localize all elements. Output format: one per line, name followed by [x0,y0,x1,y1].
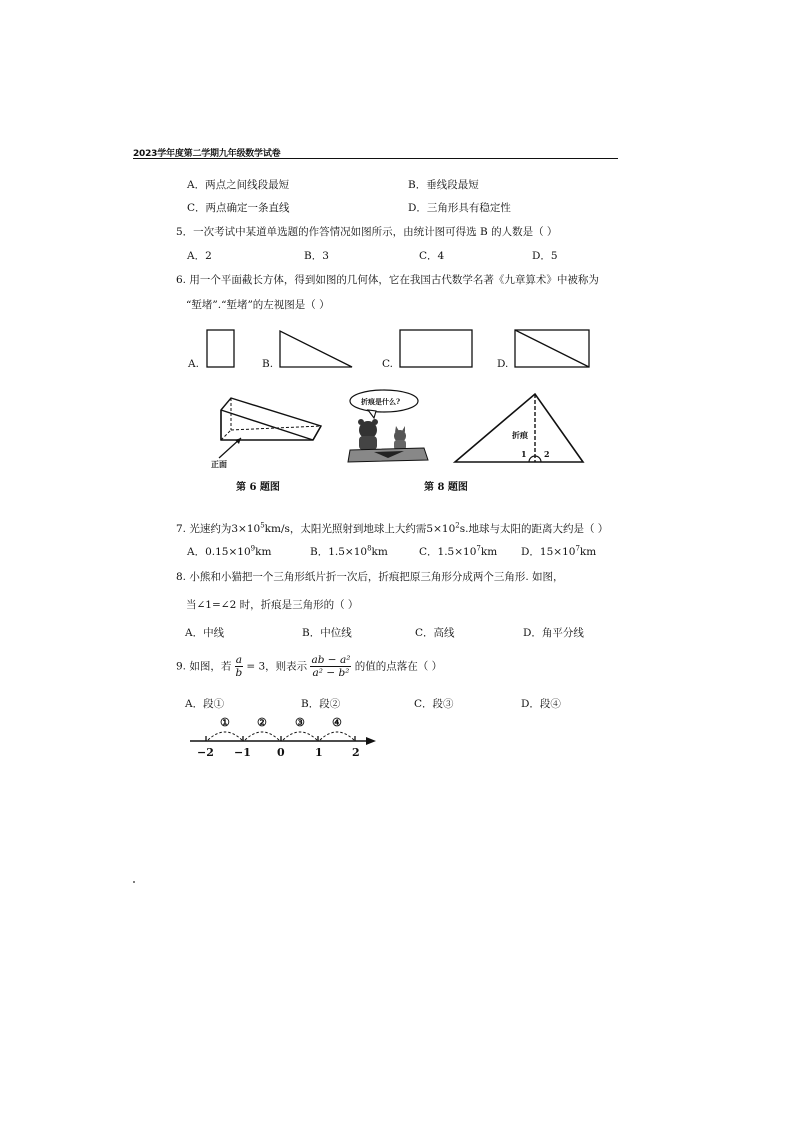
q6-option-c-label: C. [382,358,393,370]
q4-option-a: A．两点之间线段最短 [187,179,290,191]
q9-option-d: D．段④ [521,698,561,710]
q9-segment-1-label: ① [220,716,230,729]
q7-stem-exp-b: 2 [455,521,460,530]
q4-option-d: D．三角形具有稳定性 [408,202,511,214]
q5-option-d: D．5 [532,250,558,262]
q6-option-b-figure [278,329,356,371]
q9-option-c: C．段③ [414,698,454,710]
q8-option-c: C．高线 [415,627,455,639]
q4-option-b: B．垂线段最短 [408,179,479,191]
q9-stem [176,654,442,679]
header-rule [133,158,618,159]
q7-option-b [310,544,388,559]
q9-option-b: B．段② [301,698,341,710]
q9-frac2-numerator: ab − a² [311,654,351,666]
q8-stem-line1: 8. 小熊和小猫把一个三角形纸片折一次后，折痕把原三角形分成两个三角形. 如图， [176,571,564,583]
q8-figure-caption: 第 8 题图 [424,482,468,493]
q9-segment-4-label: ④ [332,716,342,729]
q8-angle-2-label: 2 [544,449,550,459]
q7-option-c-exp: 7 [476,544,481,553]
scan-speck [133,881,135,883]
q6-front-label: 正面 [211,459,227,469]
exam-header-title: 2023学年度第二学期九年级数学试卷 [133,149,281,159]
q8-option-b: B．中位线 [302,627,352,639]
q7-stem-exp-a: 5 [260,521,265,530]
q7-option-d [521,544,596,559]
q7-option-d-text: D．15×10 [521,546,576,558]
q8-option-d: D．角平分线 [523,627,584,639]
q6-option-d-label: D. [497,358,509,370]
q8-stem-line2: 当∠1=∠2 时，折痕是三角形的（ ） [186,599,359,611]
q9-frac1-denominator: b [235,667,243,679]
q9-fraction-a-over-b [235,654,243,679]
q8-option-a: A．中线 [185,627,225,639]
q7-option-d-exp: 7 [575,544,580,553]
q9-frac1-numerator: a [235,654,242,666]
q7-option-a-text: A．0.15×10 [187,546,251,558]
q9-fraction-expression [310,654,351,679]
q7-option-b-unit: km [371,546,388,558]
q7-option-a [187,544,271,559]
q7-option-a-exp: 9 [250,544,256,553]
q7-stem [176,521,608,536]
q8-speech-bubble-text: 折痕是什么? [361,397,401,406]
q9-tick-label-1: 1 [315,746,323,759]
q7-stem-part-a: 7. 光速约为3×10 [176,523,261,535]
q6-option-b-label: B. [262,358,274,370]
q6-option-a-label: A. [188,358,199,370]
q8-triangle-figure [452,390,587,466]
q7-stem-part-c: s.地球与太阳的距离大约是（ ） [459,523,609,535]
q9-tick-label-neg2: −2 [197,746,214,759]
q9-prefix: 9. 如图，若 [176,660,232,673]
q5-option-b: B．3 [304,250,329,262]
q6-option-a-figure [206,329,236,369]
q5-option-a: A．2 [187,250,212,262]
q7-option-b-exp: 8 [367,544,372,553]
q6-option-d-figure [514,329,592,371]
q9-equals: = 3，则表示 [246,660,308,673]
q8-angle-1-label: 1 [521,449,527,459]
q9-option-a: A．段① [185,698,225,710]
q5-stem: 5．一次考试中某道单选题的作答情况如图所示，由统计图可得选 B 的人数是（ ） [176,226,558,238]
q9-tick-label-neg1: −1 [234,746,251,759]
q5-option-c: C．4 [419,250,445,262]
q7-stem-part-b: km/s，太阳光照射到地球上大约需5×10 [264,523,456,535]
q7-option-c-unit: km [480,546,498,558]
q7-option-b-text: B．1.5×10 [310,546,368,558]
q6-figure-caption: 第 6 题图 [236,482,280,493]
q6-stem-line1: 6. 用一个平面截长方体，得到如图的几何体，它在我国古代数学名著《九章算术》中被称为 [176,274,599,286]
q6-option-c-figure [399,329,475,371]
q9-suffix: 的值的点落在（ ） [354,660,443,673]
q7-option-a-unit: km [255,546,272,558]
q7-option-c-text: C．1.5×10 [419,546,477,558]
q7-option-c [419,544,497,559]
q9-segment-2-label: ② [257,716,267,729]
q9-segment-3-label: ③ [295,716,305,729]
q8-crease-label: 折痕 [512,430,528,440]
q6-prism-figure [205,388,330,468]
q4-option-c: C．两点确定一条直线 [187,202,290,214]
q9-tick-label-0: 0 [277,746,285,759]
q9-frac2-denominator: a² − b² [312,667,350,679]
q7-option-d-unit: km [579,546,597,558]
q9-tick-label-2: 2 [352,746,360,759]
q6-stem-line2: “堑堵”.“堑堵”的左视图是（ ） [186,299,330,311]
